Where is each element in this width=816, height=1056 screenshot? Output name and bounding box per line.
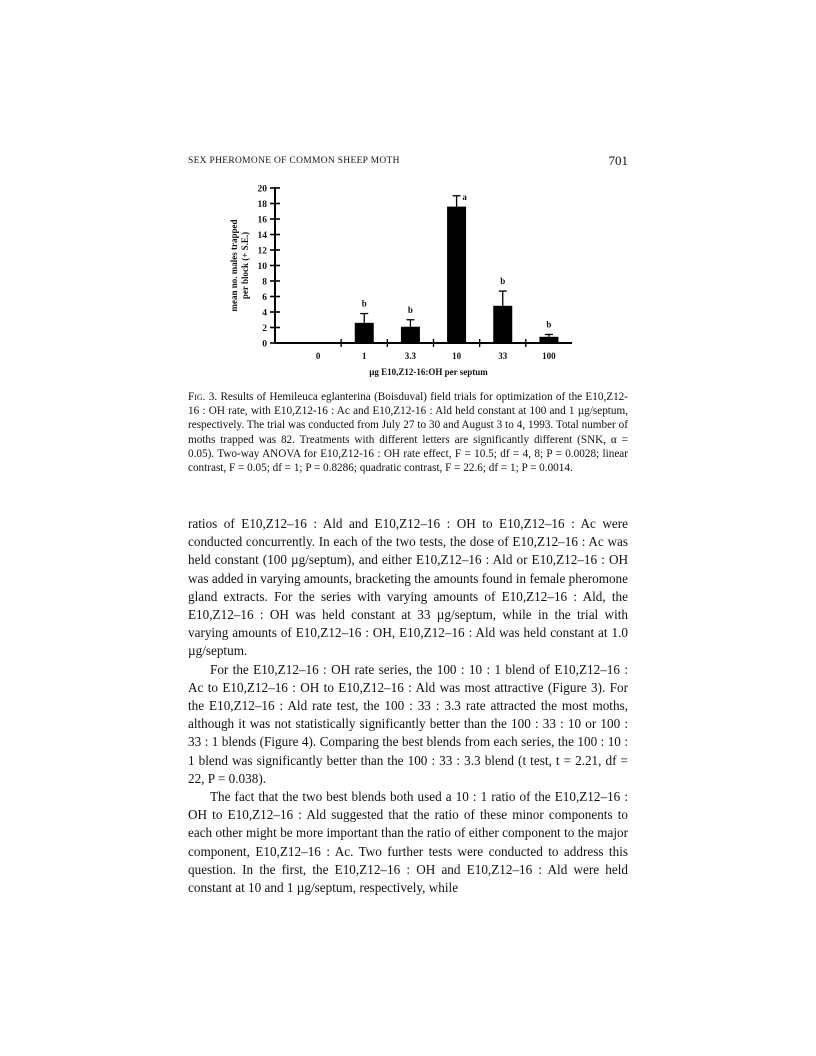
y-tick-label: 18 bbox=[257, 200, 267, 210]
bar bbox=[539, 337, 558, 343]
y-tick-label: 12 bbox=[257, 246, 267, 257]
y-tick-label: 14 bbox=[257, 231, 267, 241]
y-tick-label: 16 bbox=[257, 215, 267, 226]
x-tick-label: 0 bbox=[315, 351, 321, 361]
bar bbox=[401, 327, 420, 343]
y-tick-label: 20 bbox=[257, 184, 267, 195]
significance-letter: b bbox=[500, 276, 506, 287]
running-title: SEX PHEROMONE OF COMMON SHEEP MOTH bbox=[188, 156, 400, 166]
significance-letter: a bbox=[462, 191, 467, 202]
figure-label: Fig. 3. bbox=[188, 391, 218, 403]
body-paragraph: For the E10,Z12–16 : OH rate series, the 100 : 10 : 1 blend of E10,Z12–16 : Ac to E10,Z12–16 : OH to E10,Z12–16 : Ald was most attractive (Figure 3). For the E10,Z12–16 : Ald rate test, the 100 : 33 : 3.3 rate attracted the most moths, although it was not statistically significantly better than the 100 : 33 : 10 or 100 : 33 : 1 blends (Figure 4). Comparing the best blends from each series, the 100 : 10 : 1 blend was significantly better than the 100 : 33 : 3.3 blend (t test, t = 2.21, df = 22, P = 0.038). bbox=[188, 661, 628, 786]
significance-letter: b bbox=[361, 298, 367, 309]
y-axis-label: per block (+ S.E.) bbox=[240, 231, 250, 300]
figure-caption-text: Results of Hemileuca eglanterina (Boisduval) field trials for optimization of the E10,Z12-16 : OH rate, with E10,Z12-16 : Ac and E10,Z12-16 : Ald held constant at 100 and 1 µg/septum, respectively. The trial was conducted from July 27 to 30 and August 3 to 4, 1993. Total number of moths trapped was 82. Treatments with different letters are significantly different (SNK, α = 0.05). Two-way ANOVA for E10,Z12-16 : OH rate effect, F = 10.5; df = 4, 8; P = 0.0028; linear contrast, F = 0.05; df = 1; P = 0.8286; quadratic contrast, F = 22.6; df = 1; P = 0.0014. bbox=[188, 391, 628, 475]
figure-caption bbox=[188, 390, 628, 475]
significance-letter: b bbox=[546, 319, 552, 330]
bar bbox=[447, 207, 466, 343]
x-axis-label: µg E10,Z12-16:OH per septum bbox=[369, 367, 488, 377]
running-head bbox=[188, 153, 628, 171]
y-tick-label: 4 bbox=[262, 308, 267, 319]
bar bbox=[355, 323, 374, 343]
body-paragraph: ratios of E10,Z12–16 : Ald and E10,Z12–16 : OH to E10,Z12–16 : Ac were conducted concurrently. In each of the two tests, the dose of E10,Z12–16 : Ac was held constant (100 µg/septum), and either E10,Z12–16 : Ald or E10,Z12–16 : OH was added in varying amounts, bracketing the amounts found in female pheromone gland extracts. For the series with varying amounts of E10,Z12–16 : Ald, the E10,Z12–16 : OH was held constant at 33 µg/septum, while in the trial with varying amounts of E10,Z12–16 : OH, E10,Z12–16 : Ald was held constant at 1.0 µg/septum. bbox=[188, 516, 628, 659]
y-tick-label: 6 bbox=[262, 293, 267, 303]
bar-chart bbox=[225, 180, 585, 380]
x-tick-label: 1 bbox=[362, 351, 367, 361]
page-number: 701 bbox=[608, 153, 628, 168]
significance-letter: b bbox=[407, 304, 413, 315]
x-tick-label: 100 bbox=[542, 351, 556, 361]
y-tick-label: 8 bbox=[262, 277, 267, 288]
x-tick-label: 10 bbox=[452, 351, 462, 361]
x-tick-label: 3.3 bbox=[404, 351, 417, 361]
y-tick-label: 0 bbox=[262, 339, 267, 350]
y-tick-label: 2 bbox=[262, 324, 267, 334]
body-paragraph: The fact that the two best blends both used a 10 : 1 ratio of the E10,Z12–16 : OH to E10,Z12–16 : Ald suggested that the ratio of these minor components to each other might be more important than the ratio of either component to the major component, E10,Z12–16 : Ac. Two further tests were conducted to address this question. In the first, the E10,Z12–16 : OH and E10,Z12–16 : Ald were held constant at 10 and 1 µg/septum, respectively, while bbox=[188, 789, 628, 896]
body-text bbox=[188, 515, 628, 897]
y-axis-label: mean no. males trapped bbox=[229, 219, 239, 312]
bar bbox=[493, 306, 512, 343]
x-tick-label: 33 bbox=[498, 351, 508, 361]
y-tick-label: 10 bbox=[257, 262, 267, 272]
